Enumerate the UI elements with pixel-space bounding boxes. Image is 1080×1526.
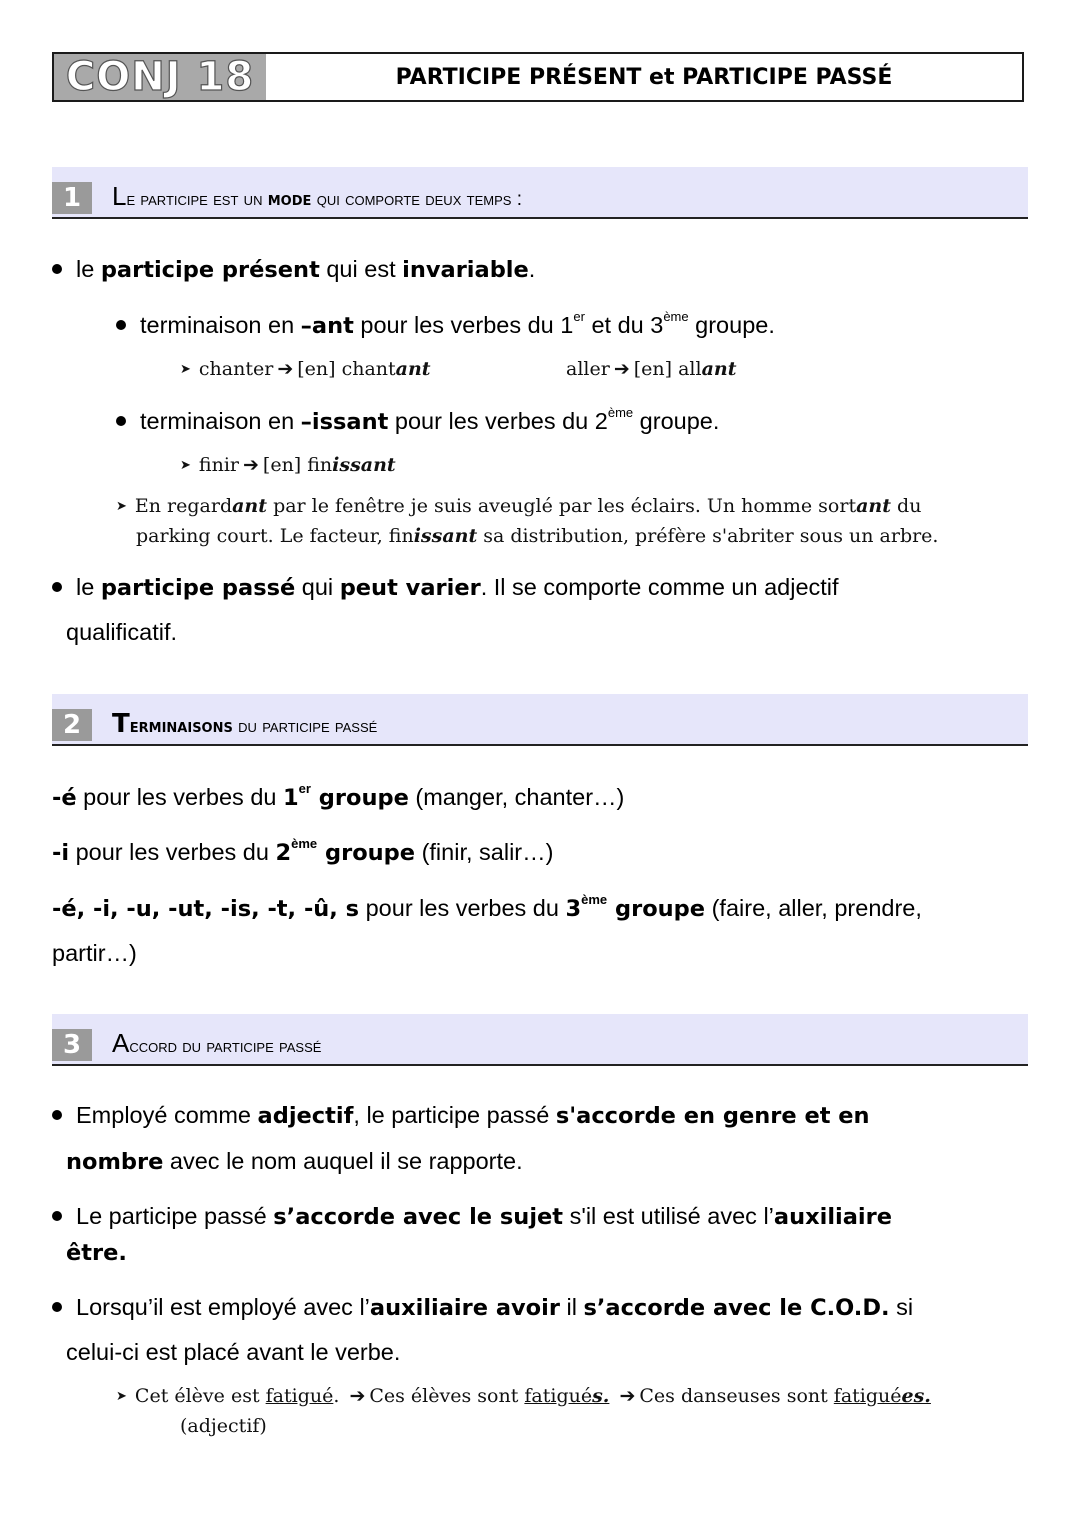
example-sentence-line-1: [116, 491, 921, 524]
bold-text: groupe: [317, 840, 416, 866]
triangle-right-icon: ➤: [180, 362, 191, 377]
bullet-dot-icon: [52, 264, 62, 274]
text-span: pour les verbes du: [69, 839, 276, 865]
arrow-right-icon: ➔: [242, 454, 259, 476]
text-span: [en] fin: [262, 454, 333, 476]
text-span: il: [559, 1294, 584, 1320]
section-number: 2: [52, 709, 92, 741]
text-span: ccord du participe passé: [129, 1036, 322, 1057]
text-span: fatigué: [265, 1385, 334, 1407]
text-span: , le participe passé: [353, 1102, 556, 1128]
arrow-right-icon: ➔: [277, 358, 294, 380]
section-number: 3: [52, 1029, 92, 1061]
example-accord-note: (adjectif): [180, 1415, 267, 1437]
text-span: A: [112, 1028, 130, 1058]
rule-adjectif-cont: [66, 1146, 523, 1177]
text-span: groupe.: [688, 312, 775, 338]
text-span: et du 3: [584, 312, 664, 338]
bold-text: 3: [565, 896, 582, 922]
text-span: avec le nom auquel il se rapporte.: [163, 1148, 523, 1174]
text-span: terminaison en: [140, 312, 301, 338]
section-title: [112, 1030, 321, 1060]
text-span: En regard: [134, 495, 233, 517]
text-span: .: [333, 1385, 340, 1407]
title-box: [52, 52, 1024, 102]
ending-group-3: [52, 893, 922, 924]
bold-text: erminaisons: [129, 715, 233, 737]
bold-text: -i: [52, 840, 70, 866]
bullet-dot-icon: [52, 1211, 62, 1221]
text-span: Ces élèves sont: [369, 1385, 525, 1407]
arrow-right-icon: ➔: [613, 358, 630, 380]
bold-text: ant: [856, 495, 891, 517]
section-title: [112, 711, 377, 740]
example-issant: [180, 450, 396, 483]
lesson-code: CONJ 18: [54, 54, 266, 100]
section-number: 1: [52, 182, 92, 214]
arrow-right-icon: ➔: [349, 1385, 366, 1407]
text-span: pour les verbes du 2: [388, 408, 608, 434]
bold-text: participe passé: [100, 575, 296, 601]
rule-etre: [52, 1201, 892, 1232]
bold-text: –issant: [300, 409, 389, 435]
rule-avoir-cont: celui-ci est placé avant le verbe.: [66, 1339, 401, 1365]
bold-text: s.: [592, 1385, 610, 1407]
rule-avoir: [52, 1292, 913, 1323]
text-span: par le fenêtre je suis aveuglé par les éclairs. Un homme sort: [267, 495, 857, 517]
text-span: groupe.: [633, 408, 720, 434]
superscript: ème: [663, 309, 689, 324]
text-span: aller: [566, 358, 610, 380]
bold-text: peut varier: [339, 575, 481, 601]
bold-text: issant: [413, 525, 478, 547]
bold-text: T: [112, 709, 130, 739]
bold-text: nombre: [66, 1149, 164, 1175]
bold-text: groupe: [607, 896, 706, 922]
ending-group-3-cont: partir…): [52, 940, 137, 966]
rule-etre-cont: [66, 1237, 127, 1268]
bold-text: s'accorde en genre et en: [555, 1103, 870, 1129]
bullet-dot-icon: [52, 1302, 62, 1312]
text-span: sa distribution, préfère s'abriter sous un arbre.: [477, 525, 939, 547]
text-span: Le participe passé: [76, 1203, 274, 1229]
bold-text: invariable: [402, 257, 529, 283]
bold-text: 2: [275, 840, 292, 866]
text-span: pour les verbes du 1: [353, 312, 574, 338]
text-span: s'il est utilisé avec l’: [563, 1203, 774, 1229]
text-span: qui comporte deux temps :: [316, 189, 522, 210]
bullet-ant-rule: [116, 310, 775, 341]
text-span: L: [112, 181, 127, 211]
text-span: Employé comme: [76, 1102, 258, 1128]
superscript: ème: [607, 405, 634, 420]
bold-text: –ant: [300, 313, 354, 339]
example-ant-1: [180, 354, 431, 387]
text-span: [834, 1385, 931, 1407]
text-span: chanter: [198, 358, 274, 380]
text-span: si: [889, 1294, 914, 1320]
bold-text: participe présent: [100, 257, 320, 283]
superscript: ème: [291, 836, 318, 851]
bullet-dot-icon: [116, 416, 126, 426]
text-span: qui est: [319, 256, 403, 282]
text-span: Cet élève est: [134, 1385, 266, 1407]
bold-text: ant: [232, 495, 268, 517]
bold-text: es.: [901, 1385, 931, 1407]
bold-text: s’accorde avec le sujet: [273, 1204, 564, 1230]
bold-text: -é, -i, -u, -ut, -is, -t, -û, s: [52, 896, 360, 922]
bold-text: groupe: [310, 785, 409, 811]
bullet-dot-icon: [52, 1110, 62, 1120]
text-span: Lorsqu’il est employé avec l’: [76, 1294, 370, 1320]
superscript: ème: [581, 892, 608, 907]
triangle-right-icon: ➤: [116, 499, 127, 514]
text-span: fatigué: [524, 1385, 593, 1407]
arrow-right-icon: ➔: [619, 1385, 636, 1407]
ending-group-1: [52, 782, 624, 813]
bold-text: auxiliaire avoir: [369, 1295, 560, 1321]
text-span: fatigué: [833, 1385, 902, 1407]
bold-text: issant: [332, 454, 396, 476]
bold-text: 1: [283, 785, 299, 811]
bold-text: mode: [267, 188, 312, 210]
bold-text: auxiliaire: [773, 1204, 892, 1230]
example-accord: [116, 1381, 931, 1414]
bullet-participe-passe-cont: qualificatif.: [66, 619, 178, 645]
superscript: er: [298, 781, 311, 796]
text-span: du participe passé: [238, 716, 378, 737]
text-span: terminaison en: [140, 408, 301, 434]
bullet-issant-rule: [116, 406, 719, 437]
text-span: (finir, salir…): [415, 839, 554, 865]
triangle-right-icon: ➤: [180, 458, 191, 473]
bullet-dot-icon: [116, 320, 126, 330]
bold-text: ant: [395, 358, 431, 380]
text-span: [524, 1385, 609, 1407]
bold-text: adjectif: [257, 1103, 354, 1129]
bullet-dot-icon: [52, 582, 62, 592]
text-span: Ces danseuses sont: [639, 1385, 834, 1407]
bullet-participe-passe: [52, 572, 839, 603]
section-header-1: [52, 167, 1028, 219]
ending-group-2: [52, 837, 553, 868]
example-sentence-line-2: [136, 521, 938, 551]
section-header-3: [52, 1014, 1028, 1066]
text-span: [en] all: [633, 358, 702, 380]
text-span: pour les verbes du: [359, 895, 566, 921]
text-span: (manger, chanter…): [408, 784, 625, 810]
rule-adjectif: [52, 1100, 870, 1131]
bold-text: s’accorde avec le C.O.D.: [583, 1295, 890, 1321]
page-title: PARTICIPE PRÉSENT et PARTICIPE PASSÉ: [395, 65, 893, 90]
text-span: parking court. Le facteur, fin: [136, 525, 414, 547]
section-title: [112, 183, 522, 213]
bullet-participe-present: [52, 254, 535, 285]
text-span: qui: [295, 574, 340, 600]
example-ant-2: [566, 354, 736, 384]
bold-text: être.: [66, 1240, 127, 1266]
triangle-right-icon: ➤: [116, 1389, 127, 1404]
bold-text: ant: [701, 358, 737, 380]
superscript: er: [573, 309, 585, 324]
text-span: finir: [198, 454, 239, 476]
bold-text: -é: [52, 785, 77, 811]
text-span: . Il se comporte comme un adjectif: [480, 574, 839, 600]
text-span: le: [76, 574, 101, 600]
section-header-2: [52, 694, 1028, 746]
text-span: pour les verbes du: [76, 784, 284, 810]
text-span: .: [528, 256, 536, 282]
text-span: le: [76, 256, 101, 282]
text-span: du: [891, 495, 922, 517]
text-span: e participe est un: [126, 189, 263, 210]
text-span: [en] chant: [297, 358, 396, 380]
text-span: (faire, aller, prendre,: [705, 895, 922, 921]
